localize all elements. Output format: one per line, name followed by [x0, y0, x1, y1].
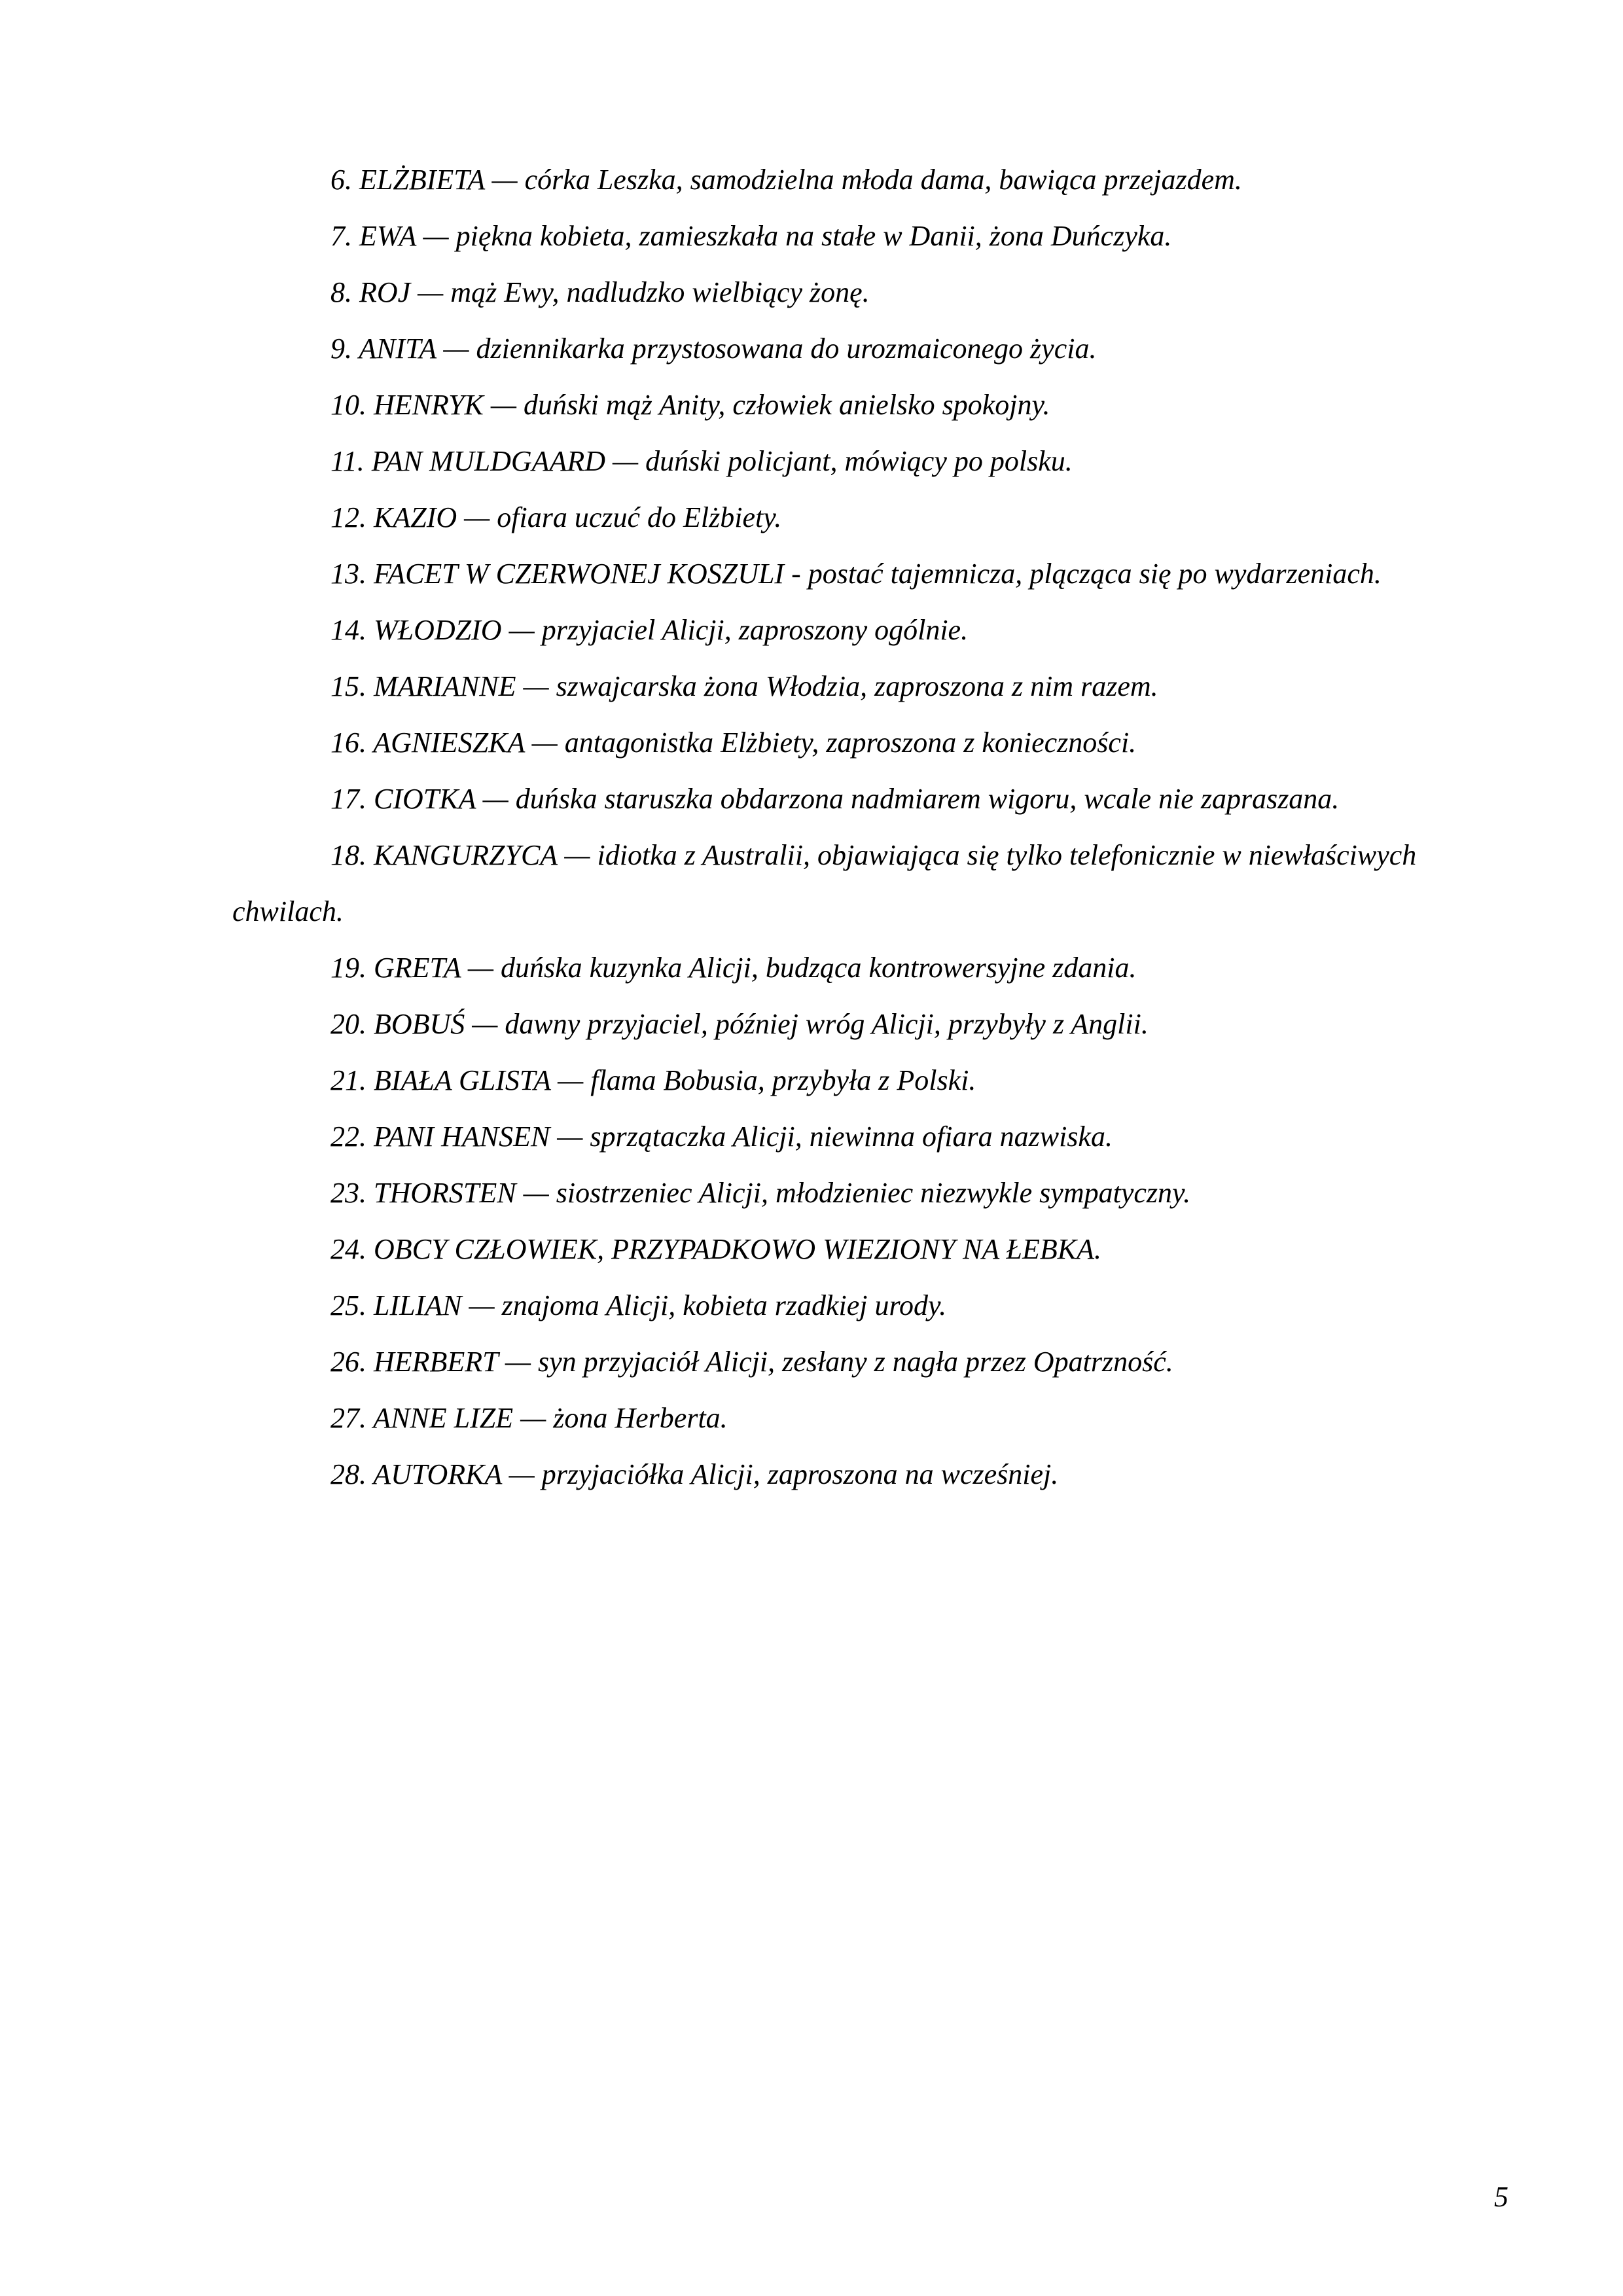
- cast-entry-6: 6. ELŻBIETA — córka Leszka, samodzielna młoda dama, bawiąca przejazdem.: [330, 164, 1242, 196]
- cast-entry-19: 19. GRETA — duńska kuzynka Alicji, budząca kontrowersyjne zdania.: [330, 952, 1137, 984]
- cast-entry-17: 17. CIOTKA — duńska staruszka obdarzona nadmiarem wigoru, wcale nie zapraszana.: [330, 783, 1340, 815]
- cast-entry-14: 14. WŁODZIO — przyjaciel Alicji, zaproszony ogólnie.: [330, 614, 969, 646]
- cast-entry-27: 27. ANNE LIZE — żona Herberta.: [330, 1402, 728, 1434]
- cast-entry-26: 26. HERBERT — syn przyjaciół Alicji, zesłany z nagła przez Opatrzność.: [330, 1346, 1173, 1378]
- cast-entry-15: 15. MARIANNE — szwajcarska żona Włodzia, zaproszona z nim razem.: [330, 670, 1158, 702]
- cast-entry-22: 22. PANI HANSEN — sprzątaczka Alicji, niewinna ofiara nazwiska.: [330, 1121, 1113, 1153]
- cast-entry-18: 18. KANGURZYCA — idiotka z Australii, objawiająca się tylko telefonicznie w niewłaściwych chwilach.: [232, 839, 1417, 927]
- cast-entry-11: 11. PAN MULDGAARD — duński policjant, mówiący po polsku.: [330, 445, 1073, 477]
- cast-entry-23: 23. THORSTEN — siostrzeniec Alicji, młodzieniec niezwykle sympatyczny.: [330, 1177, 1191, 1209]
- cast-entry-21: 21. BIAŁA GLISTA — flama Bobusia, przybyła z Polski.: [330, 1064, 976, 1096]
- cast-entry-25: 25. LILIAN — znajoma Alicji, kobieta rzadkiej urody.: [330, 1289, 947, 1321]
- page-number: 5: [1494, 2181, 1508, 2213]
- cast-entry-28: 28. AUTORKA — przyjaciółka Alicji, zaproszona na wcześniej.: [330, 1458, 1059, 1490]
- cast-entry-8: 8. ROJ — mąż Ewy, nadludzko wielbiący żonę.: [330, 276, 870, 308]
- cast-list: [232, 152, 1476, 1503]
- cast-entry-10: 10. HENRYK — duński mąż Anity, człowiek anielsko spokojny.: [330, 389, 1050, 421]
- cast-entry-13: 13. FACET W CZERWONEJ KOSZULI - postać tajemnicza, plącząca się po wydarzeniach.: [330, 558, 1382, 590]
- cast-entry-20: 20. BOBUŚ — dawny przyjaciel, później wróg Alicji, przybyły z Anglii.: [330, 1008, 1149, 1040]
- cast-entry-9: 9. ANITA — dziennikarka przystosowana do urozmaiconego życia.: [330, 332, 1097, 365]
- cast-entry-24: 24. OBCY CZŁOWIEK, PRZYPADKOWO WIEZIONY NA ŁEBKA.: [330, 1233, 1101, 1265]
- cast-entry-16: 16. AGNIESZKA — antagonistka Elżbiety, zaproszona z konieczności.: [330, 726, 1137, 759]
- cast-entry-12: 12. KAZIO — ofiara uczuć do Elżbiety.: [330, 501, 782, 533]
- cast-entry-7: 7. EWA — piękna kobieta, zamieszkała na stałe w Danii, żona Duńczyka.: [330, 220, 1172, 252]
